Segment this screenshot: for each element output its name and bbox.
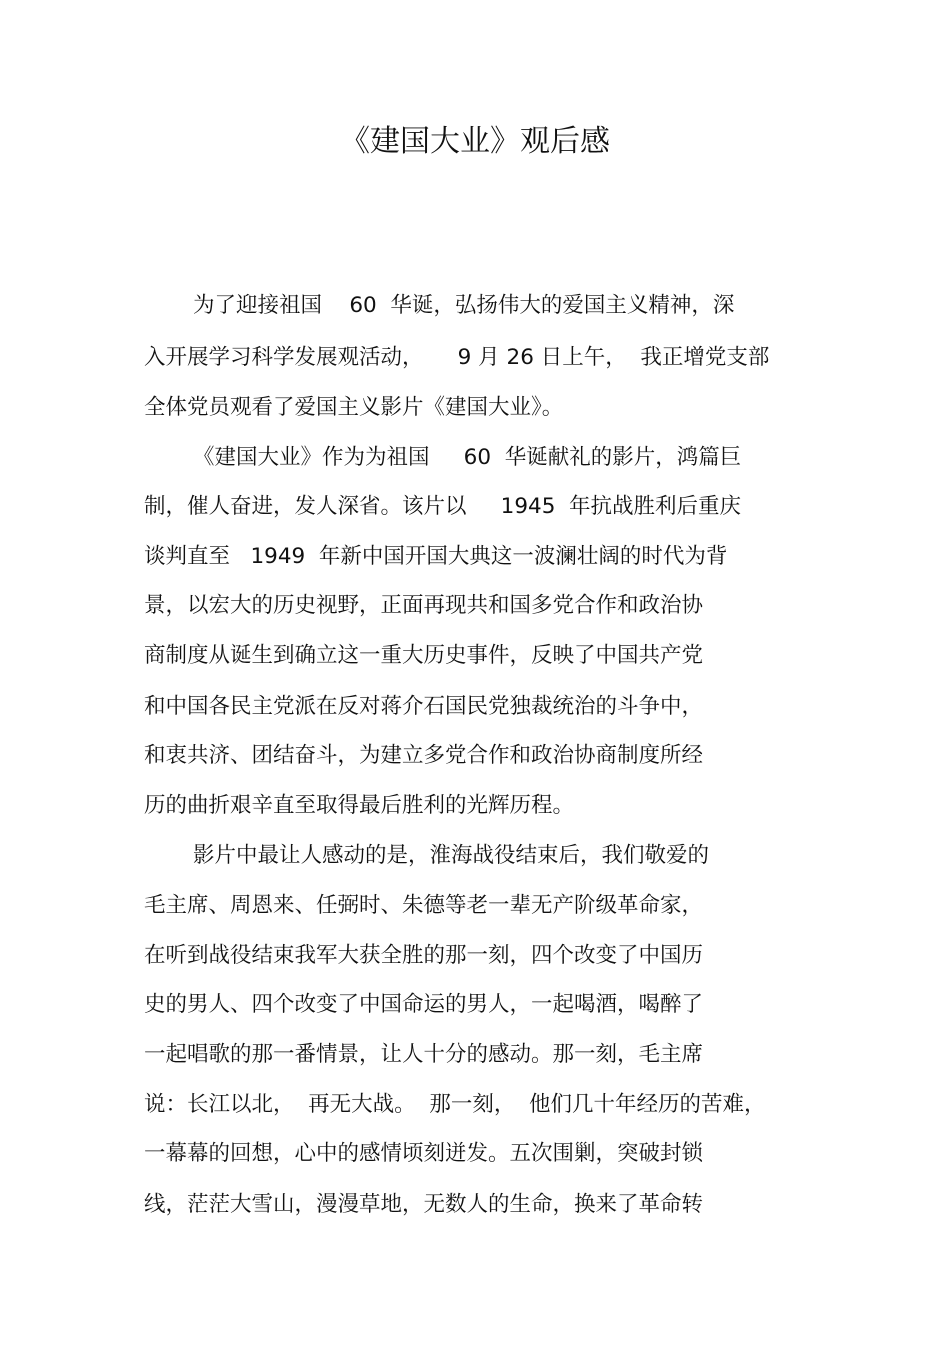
paragraph-3-line-3: 在听到战役结束我军大获全胜的那一刻，四个改变了中国历	[144, 943, 704, 968]
paragraph-3-line-1: 影片中最让人感动的是，淮海战役结束后，我们敬爱的	[193, 843, 710, 868]
paragraph-2-line-3: 谈判直至 1949 年新中国开国大典这一波澜壮阔的时代为背	[144, 544, 728, 569]
paragraph-2-line-5: 商制度从诞生到确立这一重大历史事件，反映了中国共产党	[144, 643, 704, 668]
paragraph-2-line-8: 历的曲折艰辛直至取得最后胜利的光辉历程。	[144, 793, 575, 818]
paragraph-1-line-3: 全体党员观看了爱国主义影片《建国大业》。	[144, 395, 564, 420]
paragraph-3-line-6: 说：长江以北， 再无大战。 那一刻， 他们几十年经历的苦难，	[144, 1092, 766, 1117]
paragraph-2-line-6: 和中国各民主党派在反对蒋介石国民党独裁统治的斗争中，	[144, 694, 704, 719]
paragraph-1-line-2: 入开展学习科学发展观活动， 9 月 26 日上午， 我正增党支部	[144, 345, 770, 370]
paragraph-3-line-4: 史的男人、四个改变了中国命运的男人，一起喝酒，喝醉了	[144, 992, 704, 1017]
paragraph-2-line-4: 景，以宏大的历史视野，正面再现共和国多党合作和政治协	[144, 593, 704, 618]
paragraph-2-line-7: 和衷共济、团结奋斗，为建立多党合作和政治协商制度所经	[144, 743, 704, 768]
paragraph-2-line-1: 《建国大业》作为为祖国 60 华诞献礼的影片，鸿篇巨	[193, 445, 742, 470]
paragraph-1-line-1: 为了迎接祖国 60 华诞，弘扬伟大的爱国主义精神，深	[193, 293, 735, 318]
document-title: 《建国大业》观后感	[340, 124, 610, 159]
paragraph-3-line-7: 一幕幕的回想，心中的感情顷刻迸发。五次围剿，突破封锁	[144, 1141, 704, 1166]
paragraph-3-line-8: 线，茫茫大雪山，漫漫草地，无数人的生命，换来了革命转	[144, 1192, 704, 1217]
paragraph-3-line-5: 一起唱歌的那一番情景，让人十分的感动。那一刻，毛主席	[144, 1042, 704, 1067]
paragraph-2-line-2: 制，催人奋进，发人深省。该片以 1945 年抗战胜利后重庆	[144, 494, 742, 519]
paragraph-3-line-2: 毛主席、周恩来、任弼时、朱德等老一辈无产阶级革命家，	[144, 893, 704, 918]
